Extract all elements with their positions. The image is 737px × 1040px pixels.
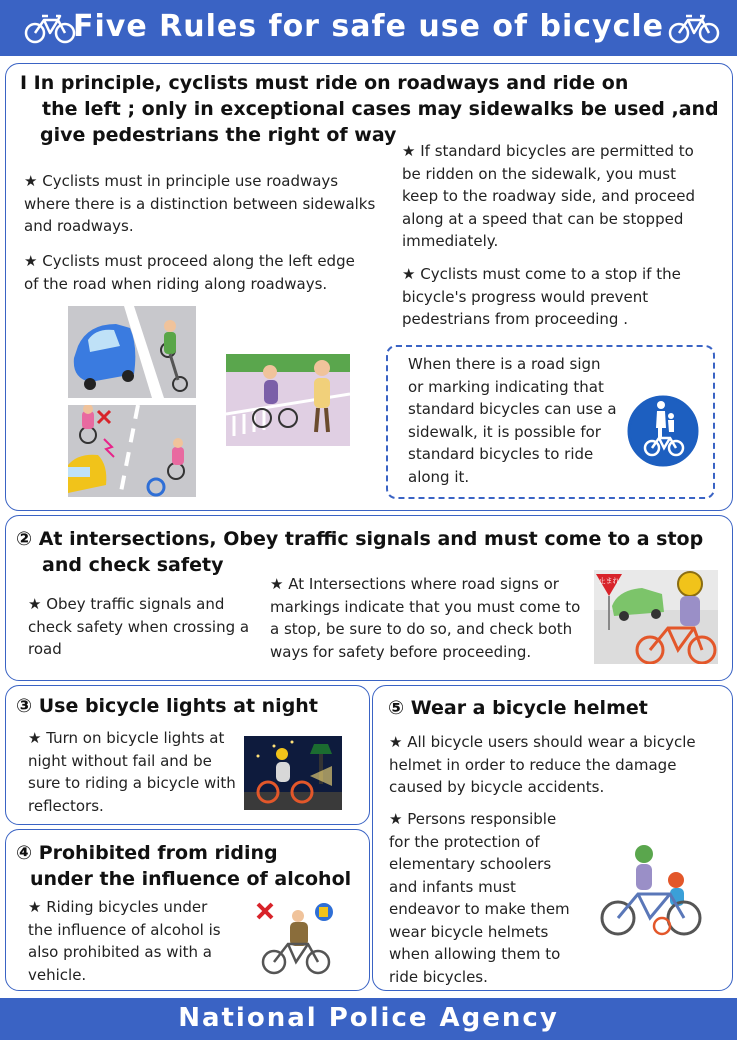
wrong-way-illustration	[68, 405, 196, 497]
night-cyclist-illustration	[244, 736, 342, 810]
rule-1-bullet-stop-for-pedestrians: ★ Cyclists must come to a stop if the bicycle's progress would prevent pedestrians from proceeding .	[402, 265, 681, 328]
helmeted-cyclists-illustration	[598, 844, 706, 938]
rule-5-bullet-helmet-all: ★ All bicycle users should wear a bicycle helmet in order to reduce the damage caused by bicycle accidents.	[389, 733, 696, 796]
rule-5-bullet-children: ★ Persons responsible for the protection of elementary schoolers and infants must endeavor to make them wear bicycle helmets when allowing them to ride bicycles.	[389, 810, 570, 986]
sidewalk-sign-icon	[624, 392, 702, 470]
rule-1-heading-line3: give pedestrians the right of way	[40, 124, 397, 146]
rule-2-bullet-traffic-signals: ★ Obey traffic signals and check safety when crossing a road	[28, 595, 250, 658]
rule-2-heading-line1: ② At intersections, Obey traffic signals and must come to a stop	[16, 528, 704, 550]
sidewalk-sign-note-text: When there is a road sign or marking indicating that standard bicycles can use a sidewalk, it is possible for standard bicycles to ride along it.	[408, 355, 617, 486]
rule-2-bullet-stop-signs: ★ At Intersections where road signs or markings indicate that you must come to a stop, be sure to do so, and check both ways for safety before proceeding.	[270, 575, 581, 661]
rule-1-heading-line2: the left ; only in exceptional cases may sidewalks be used ,and	[42, 98, 719, 120]
rule-3-bullet-lights: ★ Turn on bicycle lights at night without fail and be sure to riding a bicycle with reflectors.	[28, 729, 236, 815]
stop-sign-intersection-illustration	[594, 570, 718, 664]
prohibited-x-icon	[258, 904, 272, 918]
drunk-cyclist-illustration	[254, 902, 338, 976]
rule-1-bullet-roadways: ★ Cyclists must in principle use roadways where there is a distinction between sidewalks and roadways.	[24, 172, 376, 235]
rule-4-heading-line2: under the influence of alcohol	[30, 868, 352, 890]
page-title: Five Rules for safe use of bicycle	[73, 9, 664, 44]
rule-1-bullet-sidewalk-speed: ★ If standard bicycles are permitted to be ridden on the sidewalk, you must keep to the roadway side, and proceed along at a speed that can be stopped immediately.	[402, 142, 695, 250]
rule-1-heading-line1: Ⅰ In principle, cyclists must ride on roadways and ride on	[20, 72, 629, 94]
rule-1-bullet-left-edge: ★ Cyclists must proceed along the left edge of the road when riding along roadways.	[24, 252, 355, 293]
footer-banner	[0, 998, 737, 1040]
car-and-cyclist-illustration	[68, 306, 196, 398]
bicycle-icon	[668, 12, 720, 44]
rule-4-heading-line1: ④ Prohibited from riding	[16, 842, 278, 864]
rule-3-heading: ③ Use bicycle lights at night	[16, 695, 318, 717]
rule-2-heading-line2: and check safety	[42, 554, 224, 576]
rule-4-bullet-alcohol: ★ Riding bicycles under the influence of alcohol is also prohibited as with a vehicle.	[28, 898, 221, 984]
agency-name: National Police Agency	[178, 1003, 559, 1033]
rule-5-heading: ⑤ Wear a bicycle helmet	[388, 697, 648, 719]
header-banner	[0, 0, 737, 56]
sidewalk-pedestrian-illustration	[226, 354, 350, 446]
stop-sign-label: 止まれ	[598, 577, 620, 585]
